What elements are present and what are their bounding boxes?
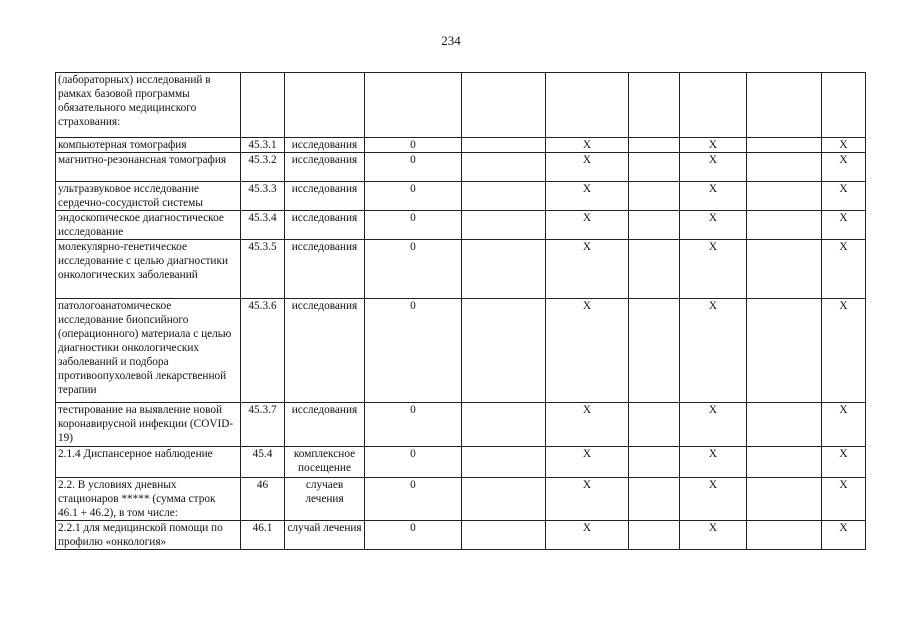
row-value-cell [365, 73, 462, 138]
row-x-cell [680, 73, 747, 138]
empty-cell [462, 73, 546, 138]
row-code-cell: 45.4 [241, 447, 285, 478]
row-value-cell: 0 [365, 478, 462, 521]
empty-cell [747, 73, 822, 138]
table-row [56, 138, 866, 153]
table-row [56, 240, 866, 299]
empty-cell [629, 73, 680, 138]
table-row [56, 182, 866, 211]
row-x-cell: X [680, 447, 747, 478]
row-unit-cell: исследования [285, 299, 365, 403]
row-x-cell: X [546, 182, 629, 211]
empty-cell [747, 182, 822, 211]
row-name-cell: ультразвуковое исследование сердечно-сосудистой системы [56, 182, 241, 211]
row-code-cell: 46 [241, 478, 285, 521]
row-value-cell: 0 [365, 182, 462, 211]
row-name-cell: (лабораторных) исследований в рамках базовой программы обязательного медицинского страхования: [56, 73, 241, 138]
table-row [56, 521, 866, 550]
empty-cell [462, 182, 546, 211]
row-x-cell: X [822, 153, 866, 182]
empty-cell [747, 478, 822, 521]
row-unit-cell: исследования [285, 138, 365, 153]
page-number: 234 [441, 33, 461, 48]
empty-cell [629, 211, 680, 240]
row-x-cell: X [680, 521, 747, 550]
empty-cell [462, 240, 546, 299]
empty-cell [747, 299, 822, 403]
row-unit-cell: случаев лечения [285, 478, 365, 521]
row-code-cell: 45.3.3 [241, 182, 285, 211]
table-row [56, 73, 866, 138]
row-x-cell: X [822, 447, 866, 478]
empty-cell [629, 403, 680, 447]
row-name-cell: 2.1.4 Диспансерное наблюдение [56, 447, 241, 478]
row-x-cell: X [822, 299, 866, 403]
empty-cell [629, 447, 680, 478]
row-x-cell: X [680, 403, 747, 447]
empty-cell [462, 138, 546, 153]
row-name-cell: 2.2.1 для медицинской помощи по профилю «онкология» [56, 521, 241, 550]
empty-cell [629, 299, 680, 403]
row-x-cell: X [680, 478, 747, 521]
row-unit-cell: комплексное посещение [285, 447, 365, 478]
empty-cell [747, 138, 822, 153]
row-code-cell: 45.3.4 [241, 211, 285, 240]
table-row [56, 478, 866, 521]
row-x-cell: X [546, 153, 629, 182]
row-unit-cell: случай лечения [285, 521, 365, 550]
row-name-cell: компьютерная томография [56, 138, 241, 153]
row-unit-cell [285, 73, 365, 138]
empty-cell [747, 153, 822, 182]
row-value-cell: 0 [365, 211, 462, 240]
table-row [56, 447, 866, 478]
row-name-cell: эндоскопическое диагностическое исследование [56, 211, 241, 240]
empty-cell [747, 211, 822, 240]
row-value-cell: 0 [365, 138, 462, 153]
empty-cell [629, 138, 680, 153]
row-name-cell: 2.2. В условиях дневных стационаров ***** (сумма строк 46.1 + 46.2), в том числе: [56, 478, 241, 521]
empty-cell [462, 403, 546, 447]
row-code-cell: 45.3.5 [241, 240, 285, 299]
empty-cell [629, 478, 680, 521]
empty-cell [629, 182, 680, 211]
row-unit-cell: исследования [285, 211, 365, 240]
row-x-cell: X [822, 240, 866, 299]
row-unit-cell: исследования [285, 240, 365, 299]
empty-cell [462, 478, 546, 521]
tariff-table [55, 72, 866, 550]
row-x-cell: X [546, 299, 629, 403]
empty-cell [747, 403, 822, 447]
row-code-cell: 45.3.6 [241, 299, 285, 403]
row-x-cell: X [822, 478, 866, 521]
empty-cell [462, 447, 546, 478]
row-x-cell: X [822, 138, 866, 153]
table-row [56, 403, 866, 447]
table-body [56, 73, 866, 550]
row-x-cell: X [546, 521, 629, 550]
row-code-cell: 45.3.7 [241, 403, 285, 447]
table-row [56, 211, 866, 240]
table-row [56, 153, 866, 182]
row-x-cell: X [680, 153, 747, 182]
table-row [56, 299, 866, 403]
row-value-cell: 0 [365, 240, 462, 299]
row-x-cell: X [546, 478, 629, 521]
row-code-cell: 45.3.2 [241, 153, 285, 182]
row-x-cell: X [680, 240, 747, 299]
row-name-cell: молекулярно-генетическое исследование с целью диагностики онкологических заболеваний [56, 240, 241, 299]
empty-cell [629, 240, 680, 299]
row-x-cell: X [546, 403, 629, 447]
empty-cell [747, 447, 822, 478]
empty-cell [462, 153, 546, 182]
row-value-cell: 0 [365, 403, 462, 447]
row-x-cell [822, 73, 866, 138]
empty-cell [747, 521, 822, 550]
empty-cell [747, 240, 822, 299]
row-value-cell: 0 [365, 299, 462, 403]
row-name-cell: магнитно-резонансная томография [56, 153, 241, 182]
row-x-cell: X [680, 182, 747, 211]
row-unit-cell: исследования [285, 153, 365, 182]
row-x-cell: X [680, 211, 747, 240]
row-unit-cell: исследования [285, 182, 365, 211]
empty-cell [629, 153, 680, 182]
row-x-cell: X [546, 447, 629, 478]
row-unit-cell: исследования [285, 403, 365, 447]
row-value-cell: 0 [365, 521, 462, 550]
row-value-cell: 0 [365, 153, 462, 182]
row-x-cell: X [680, 138, 747, 153]
row-x-cell: X [822, 182, 866, 211]
row-code-cell: 45.3.1 [241, 138, 285, 153]
empty-cell [462, 299, 546, 403]
row-name-cell: тестирование на выявление новой коронавирусной инфекции (COVID-19) [56, 403, 241, 447]
row-x-cell: X [822, 403, 866, 447]
row-code-cell [241, 73, 285, 138]
row-x-cell: X [680, 299, 747, 403]
empty-cell [462, 521, 546, 550]
row-value-cell: 0 [365, 447, 462, 478]
row-x-cell: X [546, 138, 629, 153]
empty-cell [462, 211, 546, 240]
row-name-cell: патологоанатомическое исследование биопсийного (операционного) материала с целью диагностики онкологических заболеваний и подбора противоопухолевой лекарственной терапии [56, 299, 241, 403]
row-x-cell: X [822, 211, 866, 240]
row-x-cell: X [546, 240, 629, 299]
row-x-cell: X [822, 521, 866, 550]
row-x-cell [546, 73, 629, 138]
empty-cell [629, 521, 680, 550]
row-code-cell: 46.1 [241, 521, 285, 550]
row-x-cell: X [546, 211, 629, 240]
